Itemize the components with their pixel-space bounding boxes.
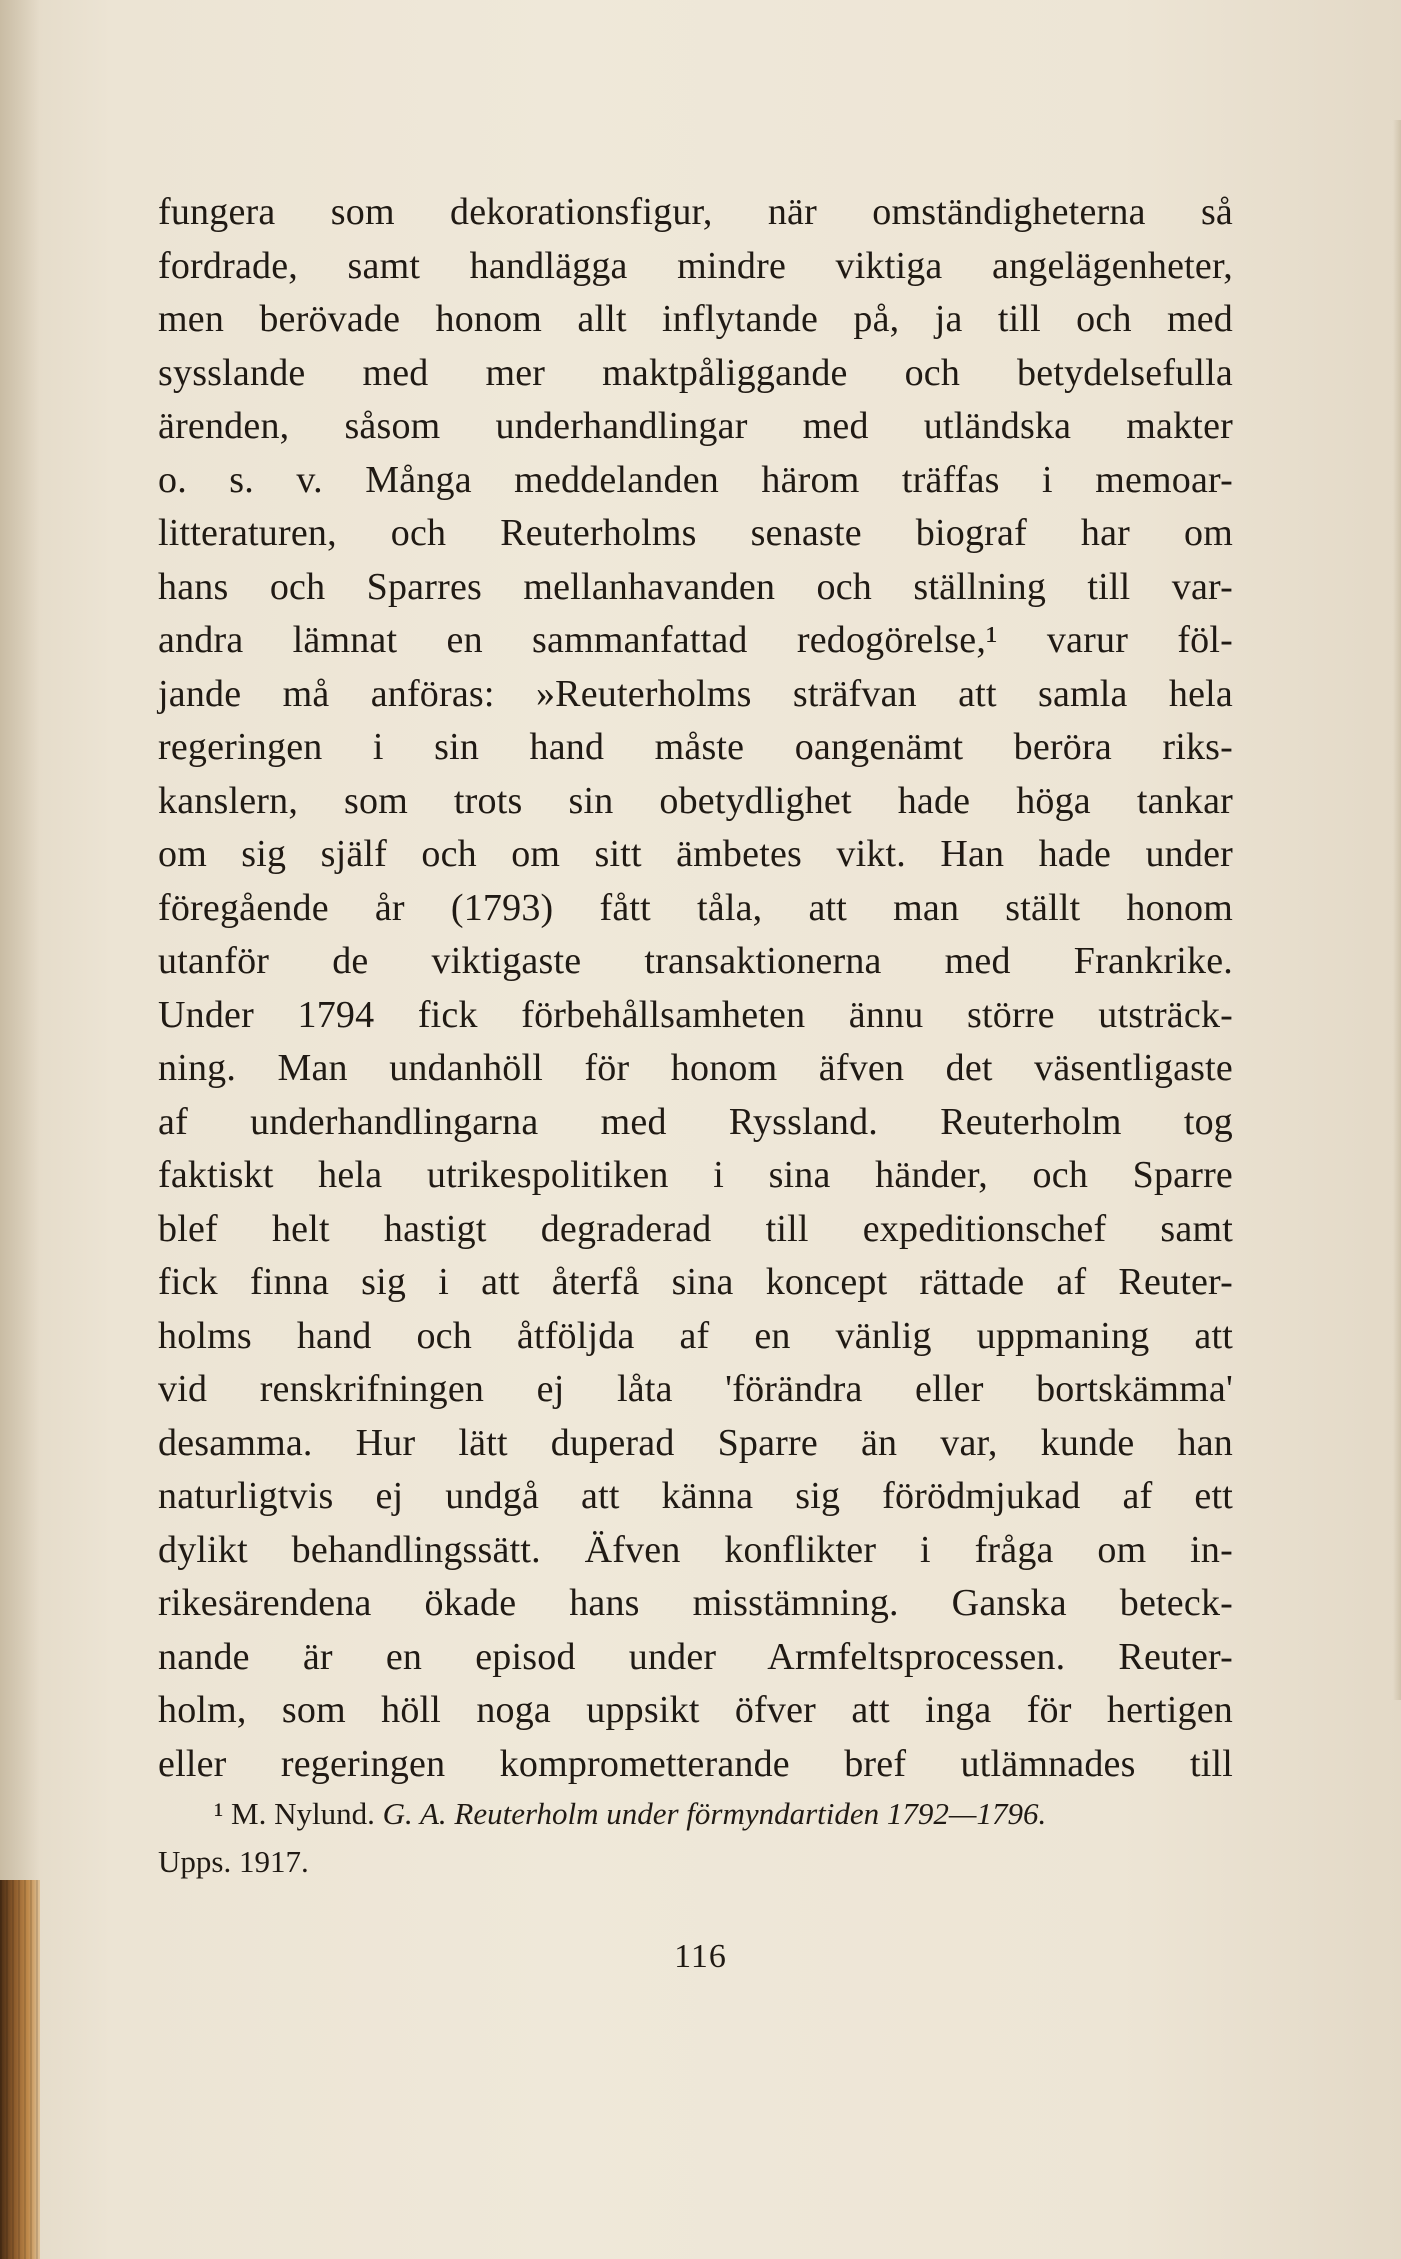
text-line: ning. Man undanhöll för honom äfven det väsentligaste — [158, 1047, 1233, 1089]
text-line: faktiskt hela utrikespolitiken i sina händer, och Sparre — [158, 1154, 1233, 1196]
text-line: jande må anföras: »Reuterholms sträfvan att samla hela — [158, 672, 1233, 715]
footnote — [158, 1790, 1233, 1886]
footnote-line — [158, 1790, 1233, 1838]
text-line: men berövade honom allt inflytande på, ja till och med — [158, 298, 1233, 340]
page-edge-shadow — [1393, 120, 1401, 1700]
text-line: naturligtvis ej undgå att känna sig förödmjukad af ett — [158, 1475, 1233, 1517]
book-binding — [0, 1880, 40, 2259]
text-line: föregående år (1793) fått tåla, att man ställt honom — [158, 886, 1233, 929]
text-line: af underhandlingarna med Ryssland. Reuterholm tog — [158, 1100, 1233, 1143]
text-line: o. s. v. Många meddelanden härom träffas i memoar- — [158, 458, 1233, 501]
text-line: rikesärendena ökade hans misstämning. Ganska beteck- — [158, 1582, 1233, 1624]
text-line: nande är en episod under Armfeltsprocessen. Reuter- — [158, 1635, 1233, 1678]
text-line: ärenden, såsom underhandlingar med utländska makter — [158, 405, 1233, 447]
page-number: 116 — [674, 1938, 727, 1975]
footnote-place-year: Upps. 1917. — [158, 1844, 309, 1879]
text-line: desamma. Hur lätt duperad Sparre än var, kunde han — [158, 1421, 1233, 1464]
text-line: litteraturen, och Reuterholms senaste biograf har om — [158, 512, 1233, 554]
text-line: fordrade, samt handlägga mindre viktiga angelägenheter, — [158, 244, 1233, 287]
text-line: dylikt behandlingssätt. Äfven konflikter i fråga om in- — [158, 1528, 1233, 1571]
text-line: kanslern, som trots sin obetydlighet hade höga tankar — [158, 779, 1233, 822]
text-line: om sig själf och om sitt ämbetes vikt. Han hade under — [158, 833, 1233, 875]
text-line: Under 1794 fick förbehållsamheten ännu större utsträck- — [158, 993, 1233, 1036]
text-line: hans och Sparres mellanhavanden och ställning till var- — [158, 565, 1233, 608]
text-line: fick finna sig i att återfå sina koncept rättade af Reuter- — [158, 1261, 1233, 1303]
text-line: blef helt hastigt degraderad till expeditionschef samt — [158, 1207, 1233, 1250]
footnote-author: M. Nylund. — [231, 1796, 375, 1831]
text-line: regeringen i sin hand måste oangenämt beröra riks- — [158, 726, 1233, 768]
text-line: utanför de viktigaste transaktionerna med Frankrike. — [158, 940, 1233, 982]
text-line: andra lämnat en sammanfattad redogörelse,¹ varur föl- — [158, 619, 1233, 661]
text-line: holms hand och åtföljda af en vänlig uppmaning att — [158, 1314, 1233, 1357]
text-line: sysslande med mer maktpåliggande och betydelsefulla — [158, 351, 1233, 394]
text-line: fungera som dekorationsfigur, när omständigheterna så — [158, 191, 1233, 233]
footnote-marker: ¹ — [214, 1796, 224, 1831]
text-line: eller regeringen komprometterande bref utlämnades till — [158, 1742, 1233, 1785]
body-text — [158, 186, 1233, 1791]
text-line: holm, som höll noga uppsikt öfver att inga för hertigen — [158, 1689, 1233, 1731]
text-line: vid renskrifningen ej låta 'förändra eller bortskämma' — [158, 1368, 1233, 1410]
footnote-line — [158, 1838, 1233, 1886]
footnote-title: G. A. Reuterholm under förmyndartiden 1792—1796. — [382, 1796, 1047, 1831]
